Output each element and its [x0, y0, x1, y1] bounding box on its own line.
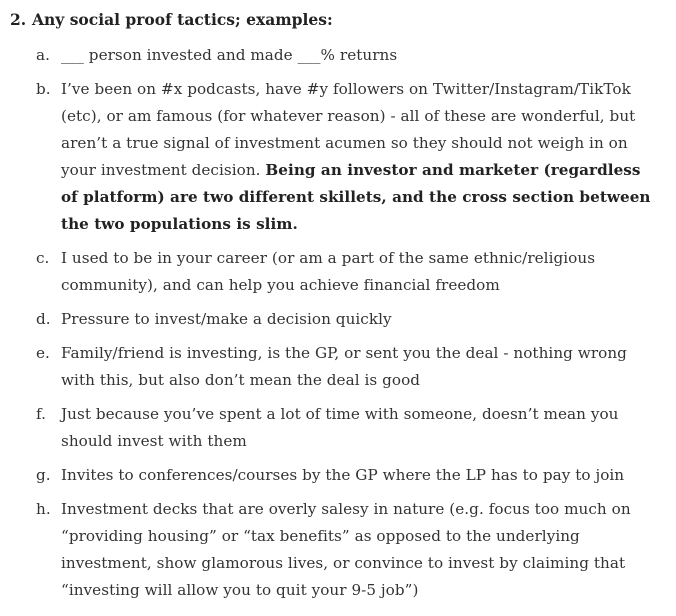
sub-list: [32, 42, 656, 604]
list-item-text: Investment decks that are overly salesy in nature (e.g. focus too much on “providing housing” or “tax benefits” as opposed to the underlying investment, show glamorous lives, or convince to invest by claiming that “investing will allow you to quit your 9-5 job”): [61, 500, 631, 599]
list-item-h: [32, 496, 656, 604]
list-item-a: [32, 42, 656, 69]
list-marker: c.: [36, 249, 50, 267]
list-item-text: Just because you’ve spent a lot of time with someone, doesn’t mean you should invest with them: [61, 405, 619, 450]
list-item-d: [32, 306, 656, 333]
numbered-list-item: [0, 8, 676, 604]
list-item-text: I used to be in your career (or am a part of the same ethnic/religious community), and can help you achieve financial freedom: [61, 249, 596, 294]
list-marker: b.: [36, 80, 51, 98]
list-item-b: [32, 76, 656, 238]
list-item-e: [32, 340, 656, 394]
list-item-text: I’ve been on #x podcasts, have #y followers on Twitter/Instagram/TikTok (etc), or am famous (for whatever reason) - all of these are wonderful, but aren’t a true signal of investment acumen so they should not weigh in on your investment decision.: [61, 80, 636, 179]
list-marker: d.: [36, 310, 51, 328]
list-item-f: [32, 401, 656, 455]
list-item-text: Pressure to invest/make a decision quickly: [61, 310, 392, 328]
list-item-text: ___ person invested and made ___% returns: [61, 46, 398, 64]
list-marker: f.: [36, 405, 47, 423]
list-item-g: [32, 462, 656, 489]
list-item-text: Invites to conferences/courses by the GP where the LP has to pay to join: [61, 466, 625, 484]
list-marker: h.: [36, 500, 51, 518]
list-item-text: Family/friend is investing, is the GP, or sent you the deal - nothing wrong with this, but also don’t mean the deal is good: [61, 344, 627, 389]
list-marker: a.: [36, 46, 50, 64]
list-item-bold-text: Being an investor and marketer (regardless of platform) are two different skillets, and the cross section between the two populations is slim.: [61, 161, 651, 233]
list-number: 2.: [10, 10, 27, 29]
list-marker: e.: [36, 344, 50, 362]
list-marker: g.: [36, 466, 51, 484]
list-heading: Any social proof tactics; examples:: [32, 10, 333, 29]
list-item-c: [32, 245, 656, 299]
